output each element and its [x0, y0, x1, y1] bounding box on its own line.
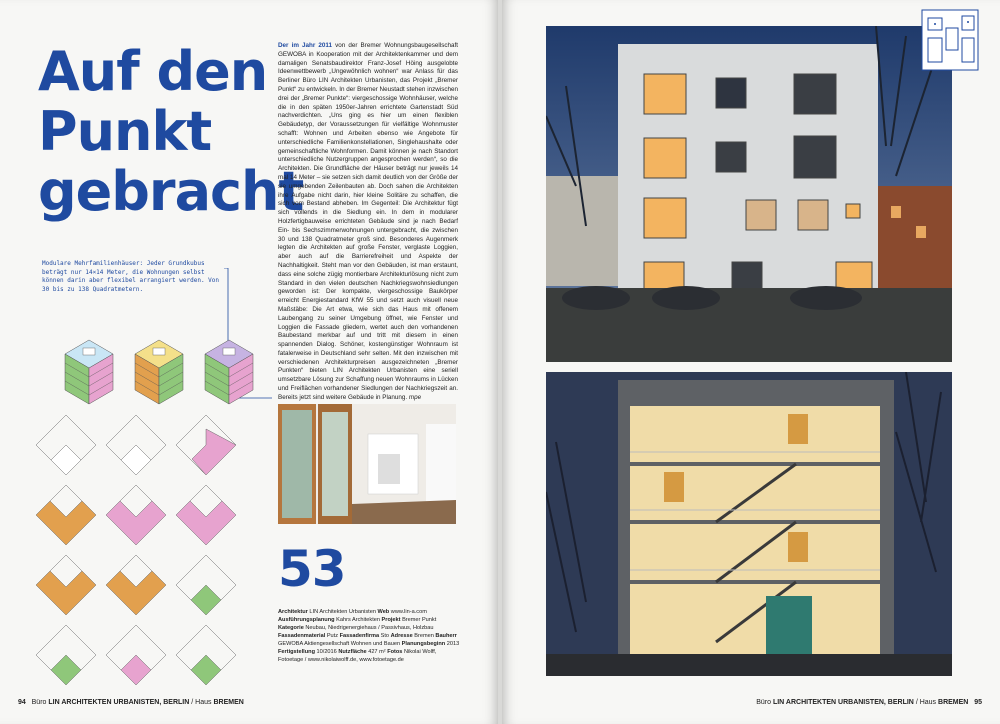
plan-row-1: [36, 415, 236, 475]
credit-key: Web: [377, 609, 390, 615]
project-number: 53: [278, 540, 346, 598]
folio-office: LIN ARCHITEKTEN URBANISTEN, BERLIN: [48, 699, 190, 706]
credit-value: 2013: [446, 641, 460, 647]
folio-office: LIN ARCHITEKTEN URBANISTEN, BERLIN: [772, 699, 914, 706]
credit-value: Kahrs Architekten: [336, 617, 380, 623]
credit-value: Bremer Punkt: [402, 617, 437, 623]
headline-line-1: Auf den: [38, 40, 268, 103]
credit-key: Architektur: [278, 609, 308, 615]
article-author: mpe: [408, 393, 422, 401]
module-diagrams: [30, 330, 270, 700]
credit-key: Projekt: [381, 617, 401, 623]
credit-value: www.lin-a.com: [390, 609, 427, 615]
credit-key: Bauherr: [435, 633, 457, 639]
credit-key: Fassadenmaterial: [278, 633, 326, 639]
plan-row-4: [36, 625, 236, 685]
folio-right: [756, 699, 982, 706]
folio-city: BREMEN: [213, 699, 244, 706]
project-credits: [278, 608, 460, 664]
cube-diagram-1: [65, 340, 113, 404]
exterior-photo-stairs: [546, 372, 952, 676]
credit-value: 10/2016: [316, 649, 337, 655]
left-page: [0, 0, 498, 724]
credit-value: Putz: [326, 633, 339, 639]
article-lead: Der im Jahr 2011: [278, 42, 333, 49]
image-caption: Modulare Mehrfamilienhäuser: Jeder Grundkubus beträgt nur 14×14 Meter, die Wohnungen selbst können darin aber flexibel arrangiert werden. Von 30 bis zu 138 Quadratmetern.: [42, 260, 220, 293]
headline: [38, 40, 304, 223]
page-number: 95: [974, 699, 982, 706]
folio-house: Haus: [919, 699, 937, 706]
cube-diagram-3: [205, 340, 253, 404]
folio-house: Haus: [195, 699, 212, 706]
cube-diagram-2: [135, 340, 183, 404]
credit-key: Fassadenfirma: [339, 633, 380, 639]
credit-value: Nikolai Wolff, Fotoetage / www.nikolaiwolff.de, www.fotoetage.de: [278, 649, 437, 663]
article-body: [278, 42, 458, 403]
folio-city: BREMEN: [938, 699, 969, 706]
credit-value: Bremen: [414, 633, 434, 639]
article-text: von der Bremer Wohnungsbaugesellschaft GEWOBA in Kooperation mit der Architektenkammer und dem damaligen Senatsbaudirektor Franz-Josef Höing ausgelobte Ideenwettbewerb „Ungewöhnlich wohnen“ war Anlass für das Berliner Büro LIN Architekten Urbanisten, das Projekt „Bremer Punkt“ zu entwickeln. In der Bremer Neustadt stehen inzwischen drei der „Bremer Punkte“: viergeschossige Wohnhäuser, welche die in den späten 1950er-Jahren errichtete Gartenstadt Süd nachverdichten. „Uns ging es hier um einen flexiblen Gebäudetyp, der Voraussetzungen für vielfältige Wohnmuster schafft: Wohnen und Arbeiten ebenso wie Angebote für unterschiedliche Familienkonstellationen, Singlehaushalte oder gemeinschaftliche Wohnformen. Damit können je nach Standort unterschiedliche Nutzergruppen angesprochen werden“, so die Architekten. Die Grundfläche der Häuser beträgt nur jeweils 14 mal 14 Meter – sie setzen sich damit deutlich von der Größe der sie umgebenden Zeilenbauten ab. Doch sahen die Architekten ihre Aufgabe nicht darin, hier kleine Solitäre zu schaffen, die sich vom Bestand abheben. Im Gegenteil: Die Architektur fügt sich vollends in die Siedlung ein. In dem in modularer Holzfertigbauweise errichteten Gebäude sind je nach Bedarf Ein- bis Sechszimmerwohnungen untergebracht, die zwischen 30 und 138 Quadratmeter groß sind. Besonderes Augenmerk legten die Architekten auf große Fenster, verglaste Loggien, aber auch auf die Barrierefreiheit und Aspekte der Nachhaltigkeit. Steht man vor den Gebäuden, ist man erstaunt, dass eine solche zügig montierbare Architekturlösung nicht zum Standard in den vielen deutschen Nachkriegswohnsiedlungen geworden ist: Der kompakte, viergeschossige Baukörper erreicht Energiestandard KfW 55 und setzt auch visuell neue Maßstäbe: Die Art etwa, wie sich das Haus mit offenem Laubengang zu seiner Umgebung öffnet, wie Fenster und Loggien die Fassade gliedern, wertet auch den vorhandenen Baubestand merkbar auf und tritt mit diesem in einen spannenden Dialog. Schöner, kostengünstiger Wohnraum ist fatalerweise in Deutschland sehr selten. Mit den inzwischen mit verschiedenen Architekturpreisen ausgezeichneten „Bremer Punkten“ bieten LIN Architekten Urbanisten eine seriell umsetzbare Lösung zur Schaffung neuen Wohnraums in Lücken und Freiflächen vorhandener Siedlungen der Nachkriegszeit an. Bereits jetzt sind weitere Gebäude in Planung.: [278, 42, 458, 401]
credit-value: 427 m²: [368, 649, 386, 655]
headline-line-2: Punkt: [38, 100, 212, 163]
folio-separator: /: [915, 699, 918, 706]
credit-key: Fotos: [387, 649, 403, 655]
folio-separator: /: [191, 699, 194, 706]
page-number: 94: [18, 699, 26, 706]
credit-key: Ausführungsplanung: [278, 617, 335, 623]
folio-prefix: Büro: [31, 699, 47, 706]
exterior-photo-dusk: [546, 26, 952, 362]
folio-left: [18, 699, 244, 706]
credit-value: LIN Architekten Urbanisten: [309, 609, 376, 615]
credit-key: Kategorie: [278, 625, 304, 631]
credit-key: Planungsbeginn: [401, 641, 446, 647]
folio-prefix: Büro: [756, 699, 771, 706]
credit-key: Nutzfläche: [338, 649, 367, 655]
credit-key: Fertigstellung: [278, 649, 315, 655]
magazine-logo: [920, 8, 980, 72]
plan-row-3: [36, 555, 236, 615]
interior-photo: [278, 404, 456, 524]
credit-value: GEWOBA Aktiengesellschaft Wohnen und Bauen: [278, 641, 401, 647]
right-page: [502, 0, 1000, 724]
plan-row-2: [36, 485, 236, 545]
credit-value: Neubau, Niedrigenergiehaus / Passivhaus, Holzbau: [305, 625, 434, 631]
headline-line-3: gebracht: [38, 160, 304, 223]
credit-value: Sto: [380, 633, 390, 639]
credit-key: Adresse: [390, 633, 413, 639]
